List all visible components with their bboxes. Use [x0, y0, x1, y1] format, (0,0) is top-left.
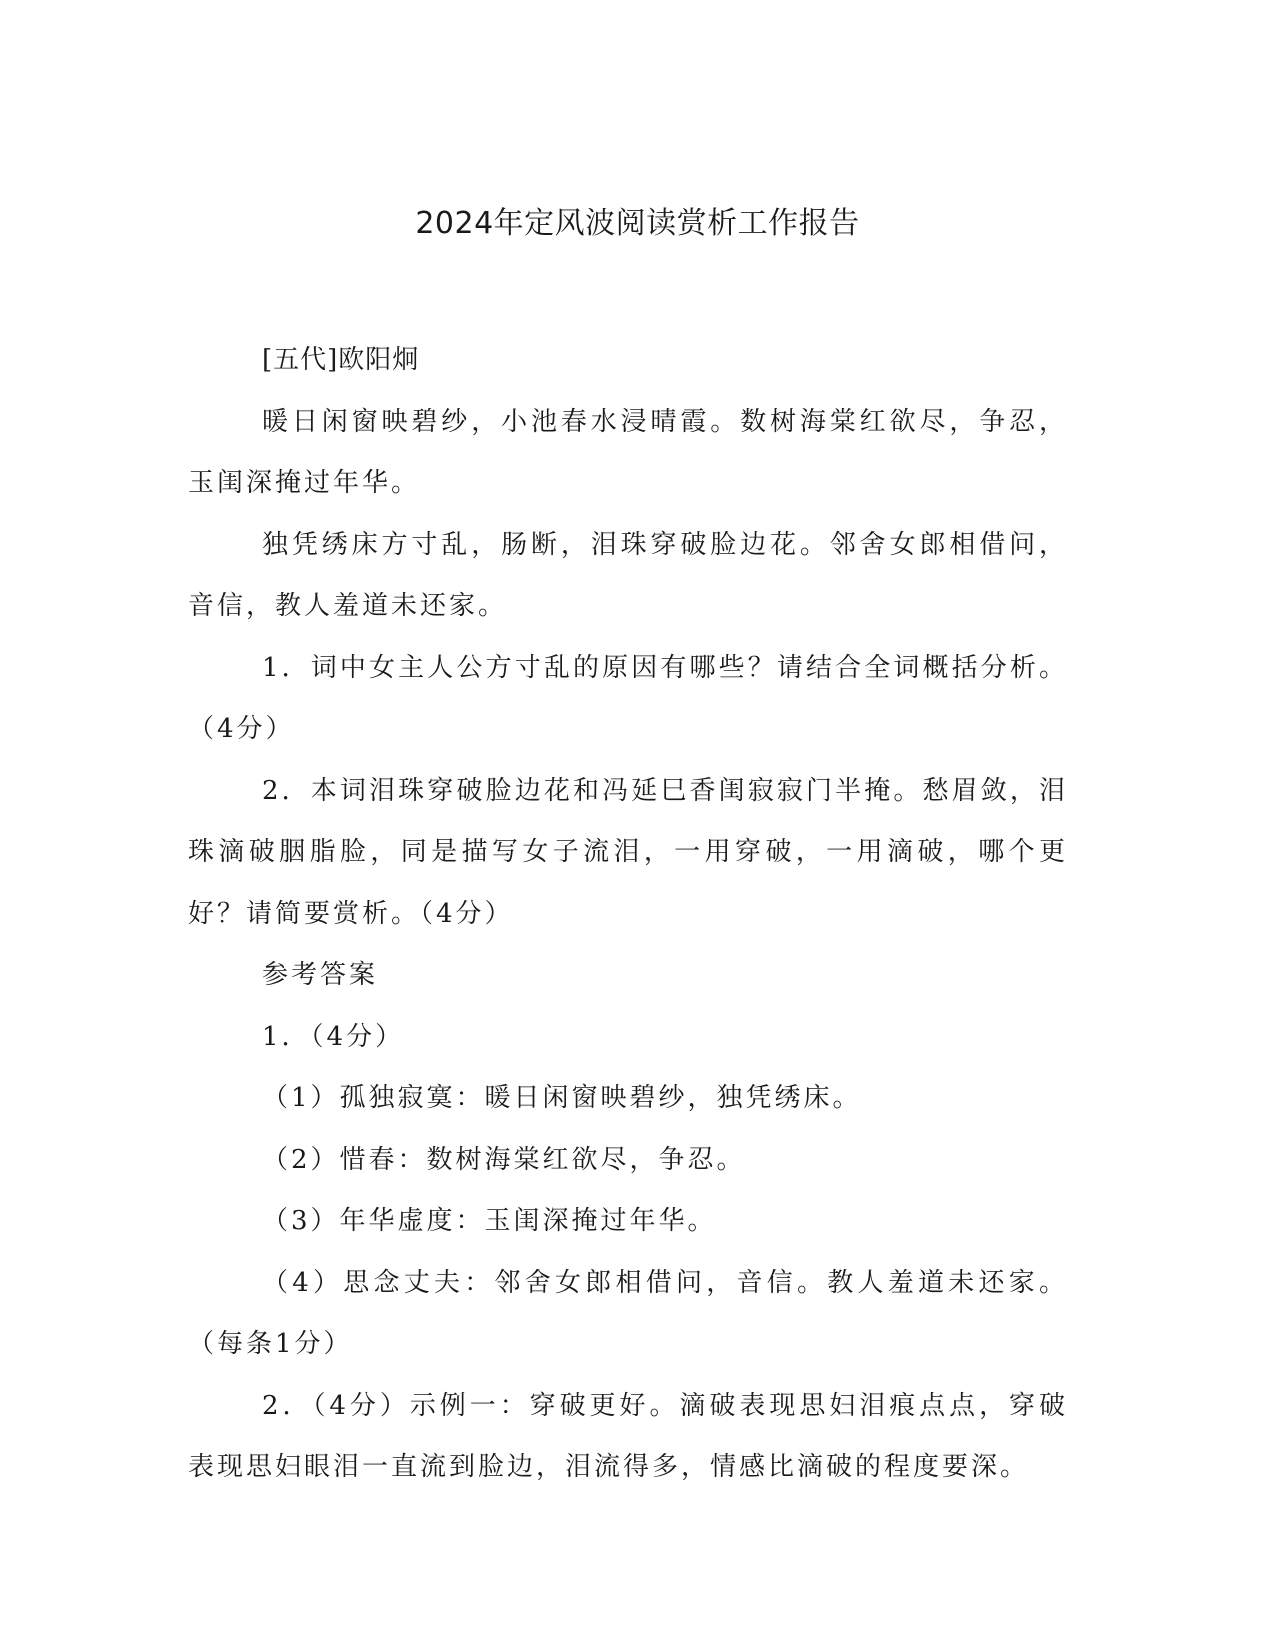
answer-1-item-3: （3）年华虚度：玉闺深掩过年华。	[262, 1206, 717, 1236]
answer-1-heading: 1．（4分）	[262, 1021, 405, 1052]
answer-heading: 参考答案	[262, 960, 379, 990]
poem-stanza-1: 暖日闲窗映碧纱，小池春水浸晴霞。数树海棠红欲尽，争忍，玉闺深掩过年华。	[188, 406, 1068, 498]
answer-1-item-2: （2）惜春：数树海棠红欲尽，争忍。	[262, 1144, 746, 1175]
answer-1-item-4: （4）思念丈夫：邻舍女郎相借问，音信。教人羞道未还家。（每条1分）	[188, 1267, 1068, 1359]
author-line: [五代]欧阳炯	[262, 345, 420, 375]
document-title: 2024年定风波阅读赏析工作报告	[415, 206, 860, 241]
answer-1-item-1: （1）孤独寂寞：暖日闲窗映碧纱，独凭绣床。	[262, 1083, 862, 1113]
question-1: 1．词中女主人公方寸乱的原因有哪些？请结合全词概括分析。（4分）	[188, 652, 1068, 744]
question-2: 2．本词泪珠穿破脸边花和冯延巳香闺寂寂门半掩。愁眉敛，泪珠滴破胭脂脸，同是描写女子流泪，一用穿破，一用滴破，哪个更好？请简要赏析。（4分）	[188, 775, 1068, 929]
answer-2: 2．（4分）示例一：穿破更好。滴破表现思妇泪痕点点，穿破表现思妇眼泪一直流到脸边，泪流得多，情感比滴破的程度要深。	[188, 1390, 1068, 1482]
poem-stanza-2: 独凭绣床方寸乱，肠断，泪珠穿破脸边花。邻舍女郎相借问，音信，教人羞道未还家。	[188, 529, 1068, 621]
document-body	[188, 330, 1068, 1499]
